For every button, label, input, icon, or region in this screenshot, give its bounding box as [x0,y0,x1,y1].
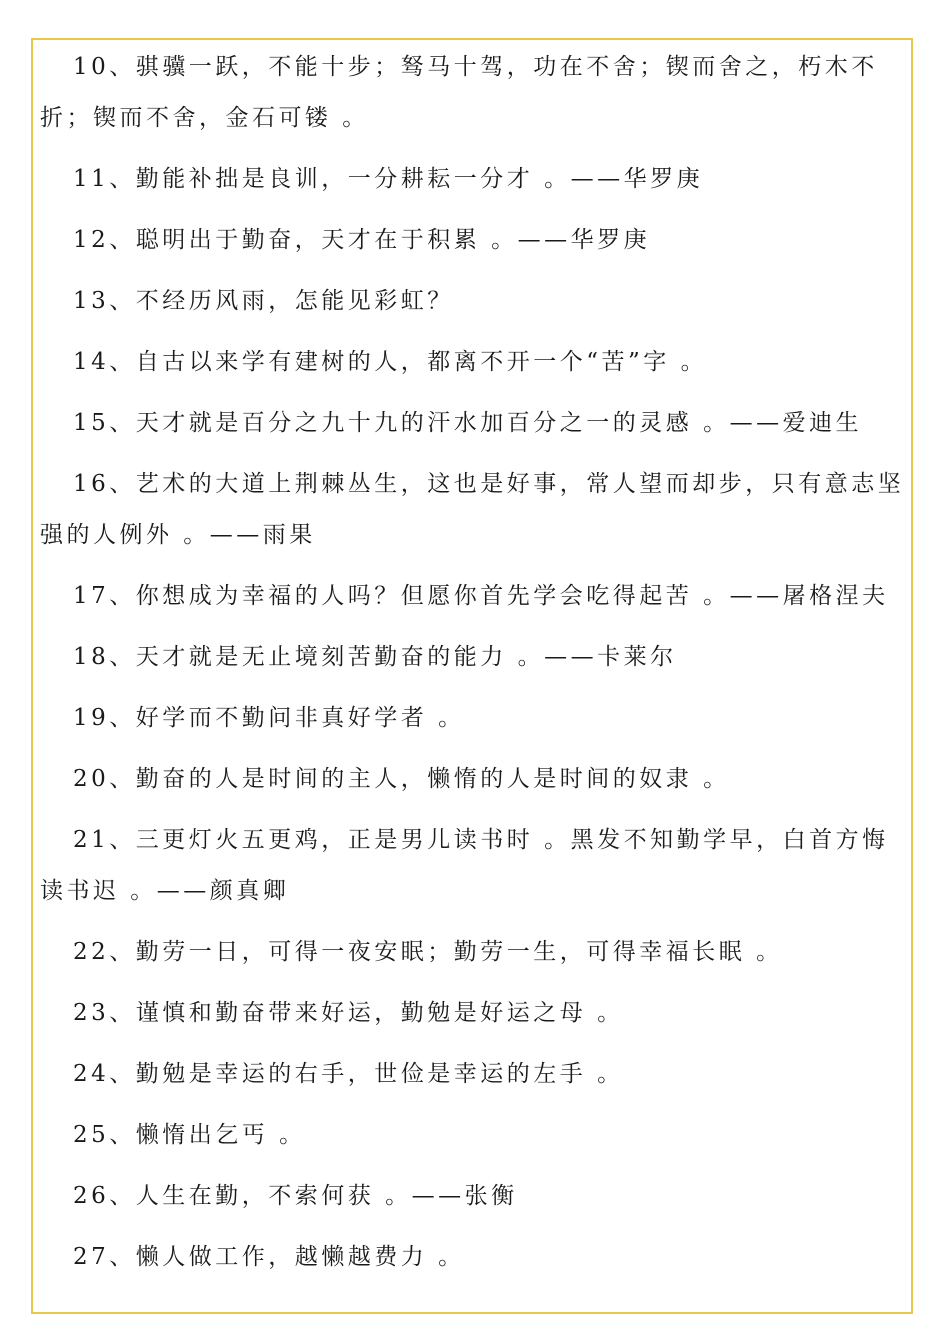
quote-22: 22、勤劳一日，可得一夜安眠；勤劳一生，可得幸福长眠 。 [73,939,783,965]
quote-10: 10、骐骥一跃，不能十步；驽马十驾，功在不舍；锲而舍之，朽木不折；锲而不舍，金石可镂 。 [40,54,878,131]
quote-11: 11、勤能补拙是良训，一分耕耘一分才 。——华罗庚 [73,166,704,192]
quote-17: 17、你想成为幸福的人吗？但愿你首先学会吃得起苦 。——屠格涅夫 [73,583,889,609]
quote-26: 26、人生在勤，不索何获 。——张衡 [73,1183,518,1209]
quote-21: 21、三更灯火五更鸡，正是男儿读书时 。黑发不知勤学早，白首方悔读书迟 。——颜真卿 [40,827,889,904]
quote-19: 19、好学而不勤问非真好学者 。 [73,705,465,731]
quote-27: 27、懒人做工作，越懒越费力 。 [73,1244,465,1270]
quote-18: 18、天才就是无止境刻苦勤奋的能力 。——卡莱尔 [73,644,677,670]
quote-20: 20、勤奋的人是时间的主人，懒惰的人是时间的奴隶 。 [73,766,730,792]
quote-15: 15、天才就是百分之九十九的汗水加百分之一的灵感 。——爱迪生 [73,410,863,436]
quote-13: 13、不经历风雨，怎能见彩虹？ [73,288,454,314]
quote-12: 12、聪明出于勤奋，天才在于积累 。——华罗庚 [73,227,651,253]
quote-list [40,42,906,1293]
quote-14: 14、自古以来学有建树的人，都离不开一个“苦”字 。 [73,349,708,375]
quote-16: 16、艺术的大道上荆棘丛生，这也是好事，常人望而却步，只有意志坚强的人例外 。——雨果 [40,471,905,548]
quote-24: 24、勤勉是幸运的右手，世俭是幸运的左手 。 [73,1061,624,1087]
quote-25: 25、懒惰出乞丐 。 [73,1122,306,1148]
quote-23: 23、谨慎和勤奋带来好运，勤勉是好运之母 。 [73,1000,624,1026]
